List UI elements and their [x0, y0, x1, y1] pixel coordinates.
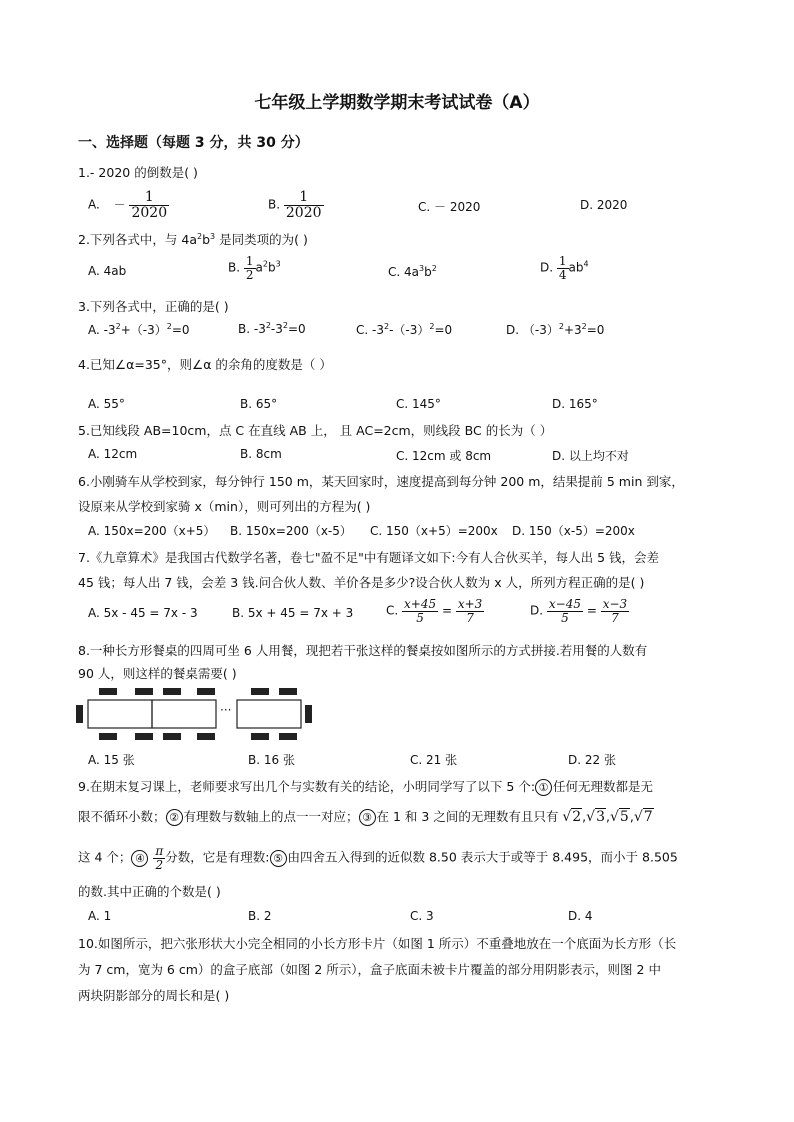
exam-title: 七年级上学期数学期末考试试卷（A） — [254, 93, 540, 113]
q2-option-c: C. $4a^3b^2$ — [388, 264, 437, 279]
q3-option-d: D. $(-3)^2+3^2=0$ — [506, 322, 605, 337]
question-5-stem: 5.已知线段 AB=10cm，点 C 在直线 AB 上， 且 AC=2cm，则线段 BC 的长为（ ） — [78, 423, 553, 438]
q8-option-c: C. 21 张 — [410, 753, 458, 767]
ellipsis-dots: ··· — [220, 703, 232, 717]
question-6-line-2: 设原来从学校到家骑 x（min），则可列出的方程为( ) — [78, 499, 371, 514]
q3-option-b: B. $-3^2-3^2=0$ — [238, 321, 306, 336]
chair — [76, 705, 83, 723]
q9-option-a: A. 1 — [88, 909, 112, 923]
sqrt-3: √3 — [586, 809, 605, 825]
section-heading: 一、选择题（每题 3 分，共 30 分） — [78, 135, 309, 151]
q1-option-a: A. － $\frac{1}{2020}$ — [88, 189, 168, 221]
chair — [279, 688, 297, 695]
question-7-line-1: 7.《九章算术》是我国古代数学名著，卷七"盈不足"中有题译文如下:今有人合伙买羊，每人出 5 钱，会差 — [78, 550, 660, 565]
table-arrangement-figure — [72, 684, 312, 744]
question-10-line-3: 两块阴影部分的周长和是( ) — [78, 988, 230, 1003]
table — [237, 700, 301, 728]
chair — [135, 733, 153, 740]
question-4-stem: 4.已知∠α=35°，则∠α 的余角的度数是（ ） — [78, 357, 332, 372]
chair — [305, 705, 312, 723]
q6-option-c: C. 150（x+5）=200x — [370, 524, 498, 538]
table — [152, 700, 216, 728]
q5-option-d: D. 以上均不对 — [552, 449, 629, 463]
q7-option-a: A. 5x - 45 = 7x - 3 — [88, 606, 198, 620]
q1-option-d: D. 2020 — [580, 198, 628, 212]
question-10-line-2: 为 7 cm，宽为 6 cm）的盒子底部（如图 2 所示），盒子底面未被卡片覆盖的部分用阴影表示，则图 2 中 — [78, 962, 661, 977]
sqrt-2: √2 — [562, 809, 582, 825]
chair — [251, 733, 269, 740]
q2-option-a: A. 4ab — [88, 264, 127, 278]
chair — [99, 688, 117, 695]
q8-option-a: A. 15 张 — [88, 753, 135, 767]
q5-option-b: B. 8cm — [240, 447, 282, 461]
question-7-line-2: 45 钱；每人出 7 钱，会差 3 钱.问合伙人数、羊价各是多少?设合伙人数为 x 人，所列方程正确的是( ) — [78, 575, 645, 590]
question-10-line-1: 10.如图所示，把六张形状大小完全相同的小长方形卡片（如图 1 所示）不重叠地放在一个底面为长方形（长 — [78, 936, 677, 951]
q2-option-d: D. $\frac{1}{4}$ $ab^4$ — [540, 254, 589, 282]
question-9-line-2: 限不循环小数； ② 有理数与数轴上的点一一对应； ③ 在 1 和 3 之间的无理数有且只有 √2,√3,√5,√7 — [78, 809, 653, 825]
q9-option-d: D. 4 — [568, 909, 593, 923]
q6-option-b: B. 150x=200（x-5） — [230, 524, 352, 538]
question-6-line-1: 6.小刚骑车从学校到家，每分钟行 150 m，某天回家时，速度提高到每分钟 200 m，结果提前 5 min 到家， — [78, 474, 684, 489]
q4-option-b: B. 65° — [240, 397, 278, 411]
question-2-stem: 2.下列各式中，与 $4a^2b^3$ 是同类项的为( ) — [78, 231, 308, 247]
chair — [163, 733, 181, 740]
sqrt-5: √5 — [609, 809, 629, 825]
q1-option-c: C. － 2020 — [418, 200, 481, 214]
chair — [197, 733, 215, 740]
chair — [279, 733, 297, 740]
q1-option-b: B. $\frac{1}{2020}$ — [268, 189, 322, 221]
q8-option-b: B. 16 张 — [248, 753, 295, 767]
question-1-stem: 1.- 2020 的倒数是( ) — [78, 165, 198, 180]
q7-option-c: C. $\frac{x+45}{5}$ = $\frac{x+3}{7}$ — [386, 597, 483, 625]
question-9-line-3: 这 4 个； ④ $\frac{\pi}{2}$ 分数，它是有理数: ⑤ 由四舍五入得到的近似数 8.50 表示大于或等于 8.495，而小于 8.505 — [78, 844, 678, 872]
chair — [251, 688, 269, 695]
q9-option-c: C. 3 — [410, 909, 434, 923]
q2-option-b: B. $\frac{1}{2}$ $a^2b^3$ — [228, 254, 281, 282]
q6-option-a: A. 150x=200（x+5） — [88, 524, 216, 538]
q7-option-d: D. $\frac{x-45}{5}$ = $\frac{x-3}{7}$ — [530, 597, 628, 625]
q4-option-c: C. 145° — [396, 397, 441, 411]
question-8-line-1: 8.一种长方形餐桌的四周可坐 6 人用餐，现把若干张这样的餐桌按如图所示的方式拼接.若用餐的人数有 — [78, 643, 648, 658]
question-3-stem: 3.下列各式中，正确的是( ) — [78, 299, 229, 314]
chair — [163, 688, 181, 695]
q4-option-d: D. 165° — [552, 397, 598, 411]
q8-option-d: D. 22 张 — [568, 753, 616, 767]
question-9-line-4: 的数.其中正确的个数是( ) — [78, 884, 221, 899]
q5-option-c: C. 12cm 或 8cm — [396, 449, 492, 463]
sqrt-7: √7 — [633, 809, 653, 825]
q6-option-d: D. 150（x-5）=200x — [512, 524, 635, 538]
q4-option-a: A. 55° — [88, 397, 125, 411]
table — [88, 700, 152, 728]
chair — [197, 688, 215, 695]
q7-option-b: B. 5x + 45 = 7x + 3 — [232, 606, 354, 620]
question-8-line-2: 90 人，则这样的餐桌需要( ) — [78, 666, 237, 681]
q3-option-a: A. $-3^2+(-3)^2=0$ — [88, 322, 190, 337]
q3-option-c: C. $-3^2-(-3)^2=0$ — [356, 322, 453, 337]
q9-option-b: B. 2 — [248, 909, 272, 923]
chair — [135, 688, 153, 695]
question-9-line-1: 9.在期末复习课上，老师要求写出几个与实数有关的结论，小明同学写了以下 5 个: ① 任何无理数都是无 — [78, 779, 654, 794]
q5-option-a: A. 12cm — [88, 447, 138, 461]
chair — [99, 733, 117, 740]
